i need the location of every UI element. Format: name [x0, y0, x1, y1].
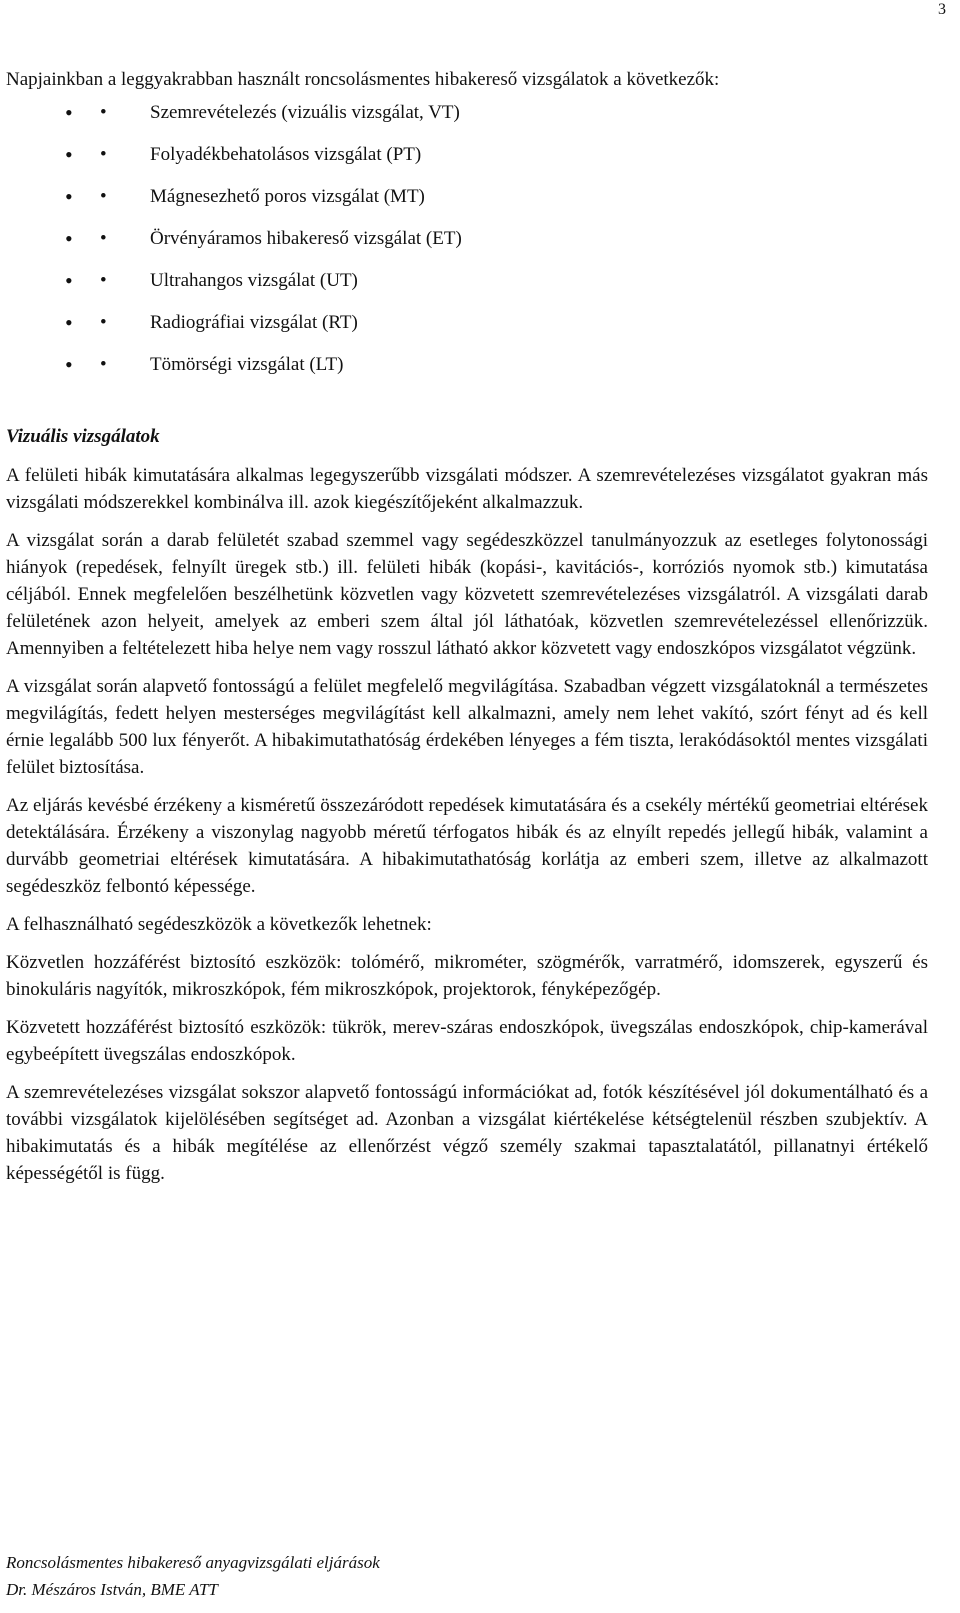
- paragraph: Közvetett hozzáférést biztosító eszközök: tükrök, merev-száras endoszkópok, üvegszálas endoszkópok, chip-kamerával egybeépített üvegszálas endoszkópok.: [6, 1017, 928, 1065]
- list-item: [6, 267, 928, 309]
- list-item-text: Tömörségi vizsgálat (LT): [150, 354, 344, 375]
- bullet-icon: •: [65, 352, 73, 377]
- list-item: [6, 99, 928, 141]
- bullet-icon: •: [100, 102, 107, 123]
- list-item-text: Radiográfiai vizsgálat (RT): [150, 312, 358, 333]
- bullet-icon: •: [65, 100, 73, 125]
- bullet-icon: •: [65, 142, 73, 167]
- bullet-icon: •: [65, 226, 73, 251]
- list-item: [6, 183, 928, 225]
- paragraph: Közvetlen hozzáférést biztosító eszközök: tolómérő, mikrométer, szögmérők, varratmérő, idomszerek, egyszerű és binokuláris nagyítók, mikroszkópok, fém mikroszkópok, projektorok, fényképezőgép.: [6, 952, 928, 1000]
- paragraph: A felhasználható segédeszközök a következők lehetnek:: [6, 914, 432, 935]
- page-number: 3: [938, 1, 946, 18]
- footer-title: Roncsolásmentes hibakereső anyagvizsgálati eljárások: [6, 1553, 380, 1572]
- method-list: [6, 99, 928, 393]
- paragraph: A vizsgálat során alapvető fontosságú a felület megfelelő megvilágítása. Szabadban végzett vizsgálatoknál a természetes megvilágítás, fedett helyen mesterséges megvilágítást kell alkalmazni, amely nem lehet vakító, szórt fényt ad és kell érnie legalább 500 lux fényerőt. A hibakimutathatóság érdekében lényeges a fém tiszta, lerakódásoktól mentes vizsgálati felület biztosítása.: [6, 676, 928, 778]
- list-item: [6, 141, 928, 183]
- list-item: [6, 225, 928, 267]
- document-body: [6, 66, 928, 1198]
- list-item: [6, 351, 928, 393]
- bullet-icon: •: [65, 310, 73, 335]
- bullet-icon: •: [100, 186, 107, 207]
- list-item-text: Örvényáramos hibakereső vizsgálat (ET): [150, 228, 462, 249]
- paragraph: A vizsgálat során a darab felületét szabad szemmel vagy segédeszközzel tanulmányozzuk az esetleges folytonossági hiányok (repedések, felnyílt üregek stb.) ill. felületi hibák (kopási-, kavitációs-, korróziós nyomok stb.) kimutatása céljából. Ennek megfelelően beszélhetünk közvetlen vagy közvetett szemrevételezéses vizsgálatról. A vizsgálati darab felületének azon helyeit, amelyek az emberi szem által jól láthatóak, közvetlen szemrevételezéssel ellenőrizzük. Amennyiben a feltételezett hiba helye nem vagy rosszul látható akkor közvetett vagy endoszkópos vizsgálatot végzünk.: [6, 530, 928, 659]
- paragraph: A felületi hibák kimutatására alkalmas legegyszerűbb vizsgálati módszer. A szemrevételezéses vizsgálatot gyakran más vizsgálati módszerekkel kombinálva ill. azok kiegészítőjeként alkalmazzuk.: [6, 465, 928, 513]
- list-item-text: Folyadékbehatolásos vizsgálat (PT): [150, 144, 422, 165]
- bullet-icon: •: [100, 270, 107, 291]
- list-item-text: Ultrahangos vizsgálat (UT): [150, 270, 358, 291]
- footer-author: Dr. Mészáros István, BME ATT: [6, 1580, 218, 1599]
- bullet-icon: •: [100, 228, 107, 249]
- bullet-icon: •: [100, 354, 107, 375]
- list-item-text: Mágnesezhető poros vizsgálat (MT): [150, 186, 425, 207]
- page-footer: [6, 1549, 380, 1603]
- bullet-icon: •: [65, 268, 73, 293]
- intro-sentence: Napjainkban a leggyakrabban használt roncsolásmentes hibakereső vizsgálatok a következők:: [6, 69, 720, 90]
- bullet-icon: •: [65, 184, 73, 209]
- paragraph: Az eljárás kevésbé érzékeny a kisméretű összezáródott repedések kimutatására és a csekély mértékű geometriai eltérések detektálására. Érzékeny a viszonylag nagyobb méretű térfogatos hibák és az elnyílt repedés jellegű hibák, valamint a durvább geometriai eltérések kimutatására. A hibakimutathatóság korlátja az emberi szem, illetve az alkalmazott segédeszköz felbontó képessége.: [6, 795, 928, 897]
- list-item: [6, 309, 928, 351]
- section-heading: Vizuális vizsgálatok: [6, 426, 160, 447]
- bullet-icon: •: [100, 312, 107, 333]
- paragraph: A szemrevételezéses vizsgálat sokszor alapvető fontosságú információkat ad, fotók készítésével jól dokumentálható és a további vizsgálatok kijelölésében segítséget ad. Azonban a vizsgálat kiértékelése kétségtelenül részben szubjektív. A hibakimutatás és a hibák megítélése az ellenőrzést végző személy szakmai tapasztalatától, pillanatnyi értékelő képességétől is függ.: [6, 1082, 928, 1184]
- bullet-icon: •: [100, 144, 107, 165]
- list-item-text: Szemrevételezés (vizuális vizsgálat, VT): [150, 102, 460, 123]
